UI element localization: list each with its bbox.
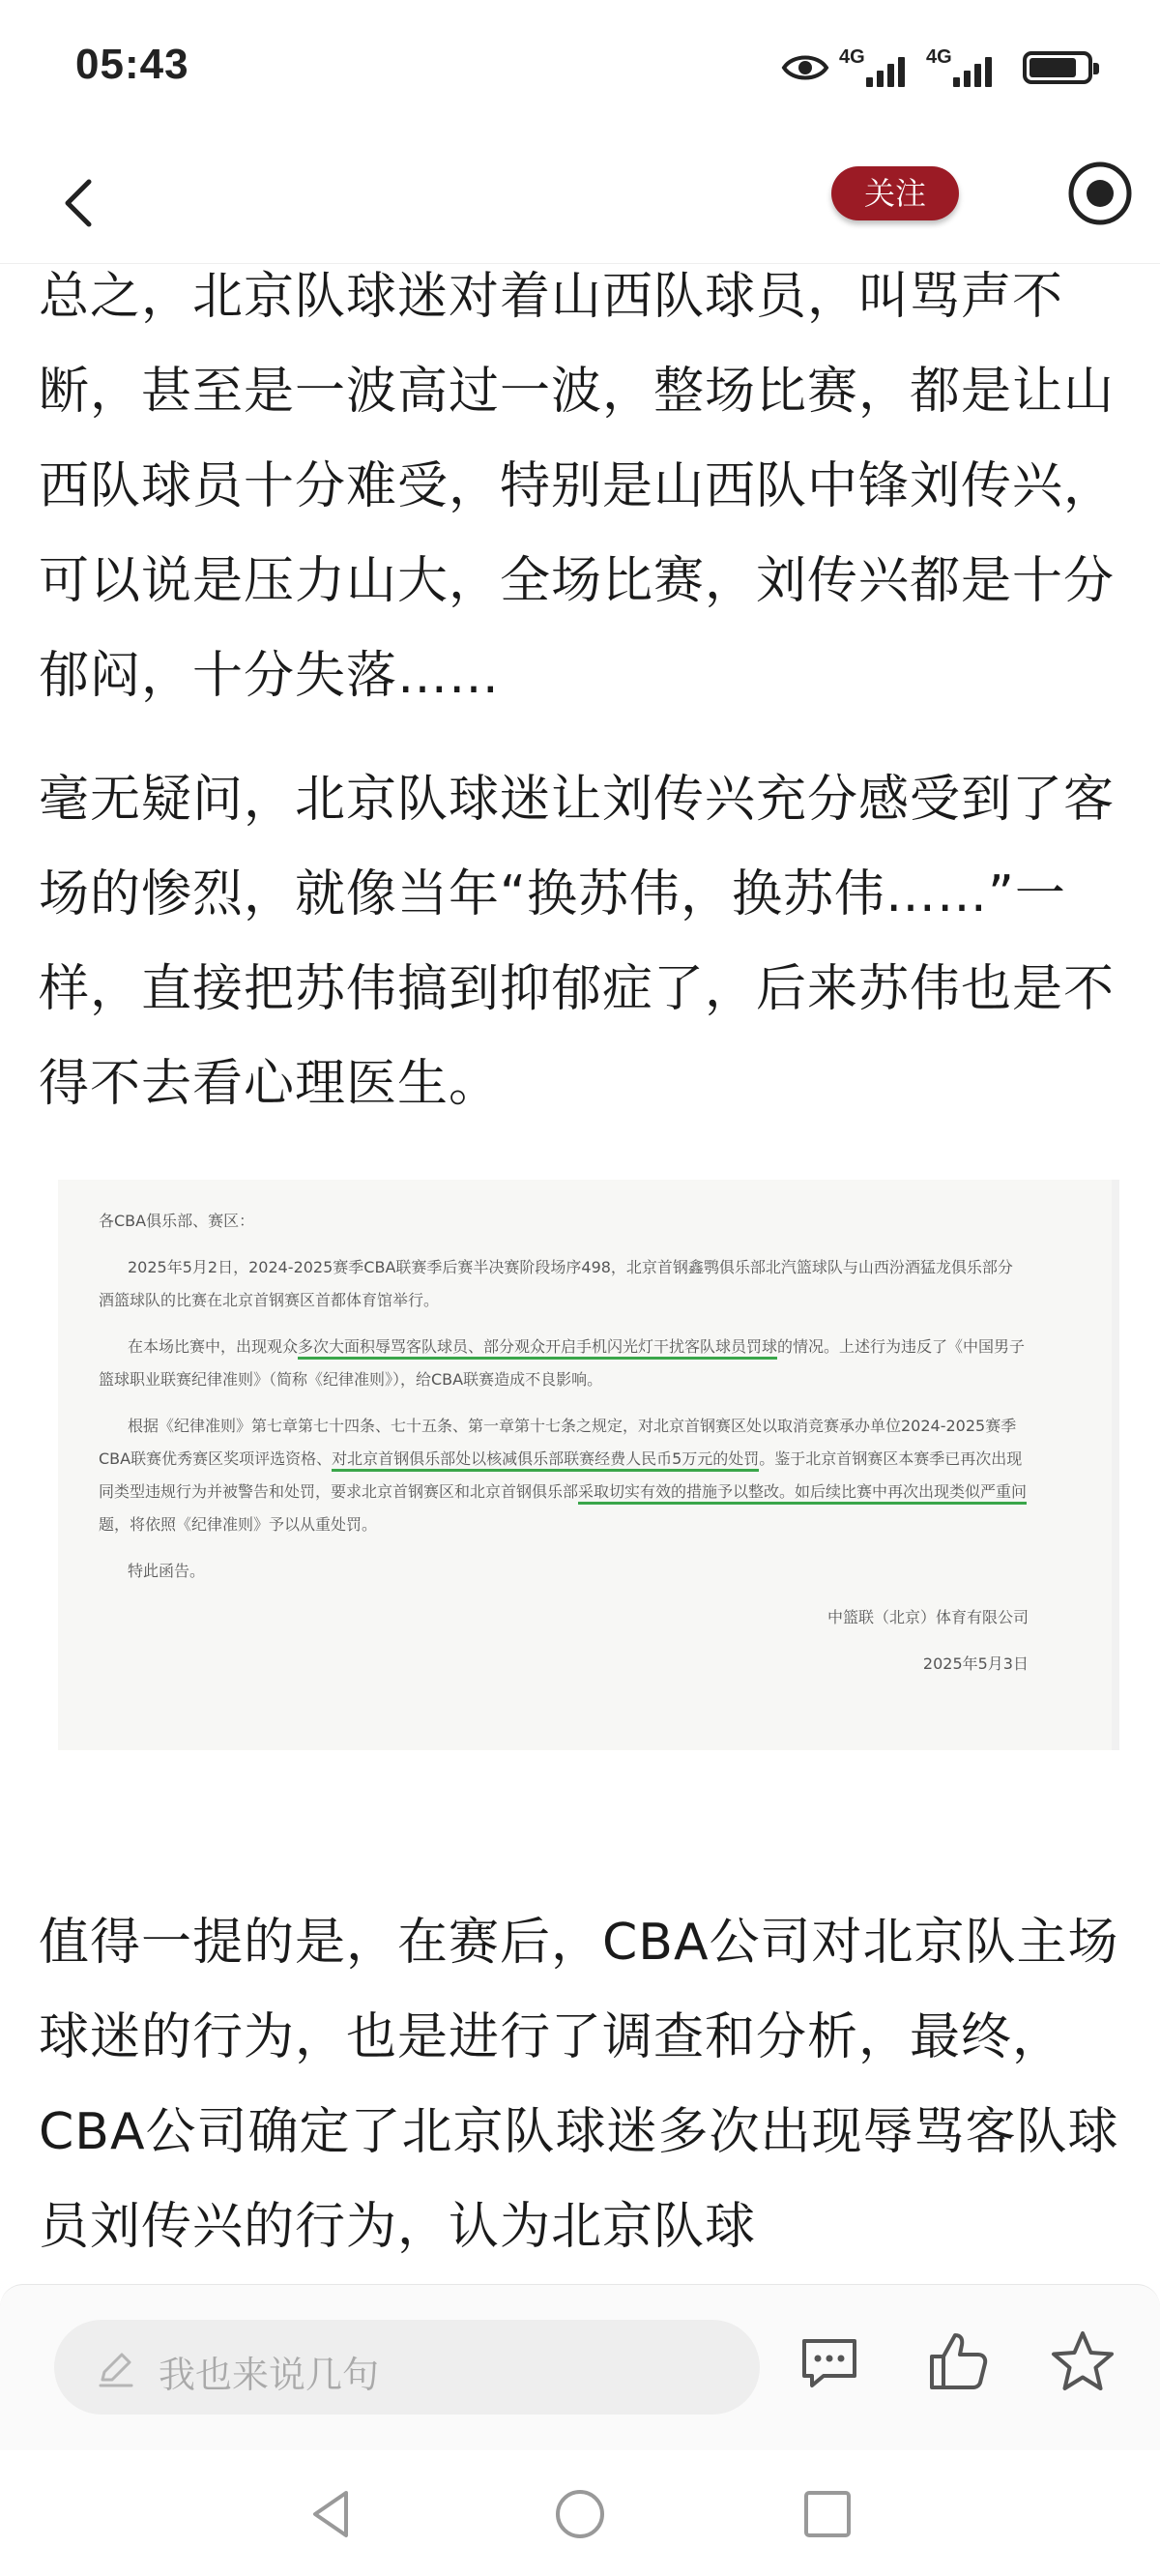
comment-icon[interactable] xyxy=(795,2327,864,2397)
eye-icon xyxy=(781,50,829,85)
back-arrow-icon[interactable] xyxy=(46,164,114,242)
notice-text xyxy=(99,1331,1073,1363)
article-body xyxy=(39,263,1131,2284)
status-bar xyxy=(0,0,1160,145)
article-paragraph: 毫无疑问，北京队球迷让刘传兴充分感受到了客场的惨烈，就像当年“换苏伟，换苏伟……”一样，直接把苏伟搞到抑郁症了，后来苏伟也是不得不去看心理医生。 xyxy=(39,771,1116,1113)
notice-image[interactable] xyxy=(58,1180,1112,1750)
notice-underlined-text: 多次大面积辱骂客队球员、部分观众开启手机闪光灯干扰客队球员罚球 xyxy=(298,1337,777,1360)
notice-text: 的情况。上述行为违反了《中国男子 xyxy=(777,1337,1026,1356)
system-nav-bar xyxy=(0,2450,1160,2576)
notice-text xyxy=(99,1508,1073,1541)
notice-underlined-text: 采取切实有效的措施予以整改。如后续比赛中再次出现类似严重问 xyxy=(578,1482,1027,1505)
notice-text: 。鉴于北京首钢赛区本赛季已再次出现 xyxy=(759,1449,1023,1468)
notice-text xyxy=(99,1443,1073,1476)
signal-label: 4G xyxy=(839,46,865,68)
comment-bar xyxy=(0,2284,1160,2451)
notice-text: 根据《纪律准则》第七章第七十四条、七十五条、第一章第十七条之规定，对北京首钢赛区处以取消竞赛承办单位2024-2025赛季 xyxy=(128,1417,1017,1435)
notice-text: ，将依照《纪律准则》予以从重处罚。 xyxy=(114,1515,378,1534)
nav-back-icon[interactable] xyxy=(304,2485,362,2543)
battery-icon xyxy=(1023,51,1092,84)
notice-text xyxy=(99,1476,1073,1508)
star-icon[interactable] xyxy=(1048,2327,1117,2397)
more-icon[interactable] xyxy=(1065,159,1135,228)
signal-icon xyxy=(926,44,1003,91)
notice-text: 2025年5月2日，2024-2025赛季CBA联赛季后赛半决赛阶段场序498，北京首钢鑫鹗俱乐部北汽篮球队与山西汾酒猛龙俱乐部分 xyxy=(128,1258,1013,1276)
signal-label: 4G xyxy=(926,46,952,68)
status-time: 05:43 xyxy=(75,41,189,88)
article-paragraph: 总之，北京队球迷对着山西队球员，叫骂声不断，甚至是一波高过一波，整场比赛，都是让山西队球员十分难受，特别是山西队中锋刘传兴，可以说是压力山大，全场比赛，刘传兴都是十分郁闷，十分失落…… xyxy=(39,268,1116,705)
notice-closing: 特此函告。 xyxy=(128,1562,206,1580)
notice-signature: 中篮联（北京）体育有限公司 xyxy=(826,1608,1029,1626)
article-paragraph: 值得一提的是，在赛后，CBA公司对北京队主场球迷的行为，也是进行了调查和分析，最终，CBA公司确定了北京队球迷多次出现辱骂客队球员刘传兴的行为，认为北京队球 xyxy=(39,1914,1119,2256)
nav-header xyxy=(0,145,1160,264)
comment-input[interactable] xyxy=(54,2320,760,2415)
pencil-icon xyxy=(95,2347,137,2389)
comment-placeholder: 我也来说几句 xyxy=(159,2354,380,2396)
nav-home-icon[interactable] xyxy=(551,2485,609,2543)
notice-greeting: 各CBA俱乐部、赛区： xyxy=(99,1212,255,1230)
notice-text: 篮球职业联赛纪律准则》（简称《纪律准则》），给CBA联赛造成不良影响。 xyxy=(99,1370,603,1389)
status-icons xyxy=(781,39,1092,97)
notice-text: 酒篮球队的比赛在北京首钢赛区首都体育馆举行。 xyxy=(99,1291,440,1309)
notice-underlined-text: 对北京首钢俱乐部处以核减俱乐部联赛经费人民币5万元的处罚 xyxy=(332,1449,759,1472)
notice-date: 2025年5月3日 xyxy=(922,1654,1029,1673)
follow-button[interactable]: 关注 xyxy=(831,166,959,220)
thumbs-up-icon[interactable] xyxy=(922,2327,992,2397)
notice-text: CBA联赛优秀赛区奖项评选资格、 xyxy=(99,1449,333,1468)
notice-text: 同类型违规行为并被警告和处罚，要求北京首钢赛区和北京首钢俱乐部 xyxy=(99,1482,579,1501)
notice-text: 在本场比赛中，出现观众 xyxy=(128,1337,299,1356)
notice-text: 题 xyxy=(99,1515,115,1534)
signal-icon xyxy=(839,44,916,91)
nav-recents-icon[interactable] xyxy=(798,2485,856,2543)
